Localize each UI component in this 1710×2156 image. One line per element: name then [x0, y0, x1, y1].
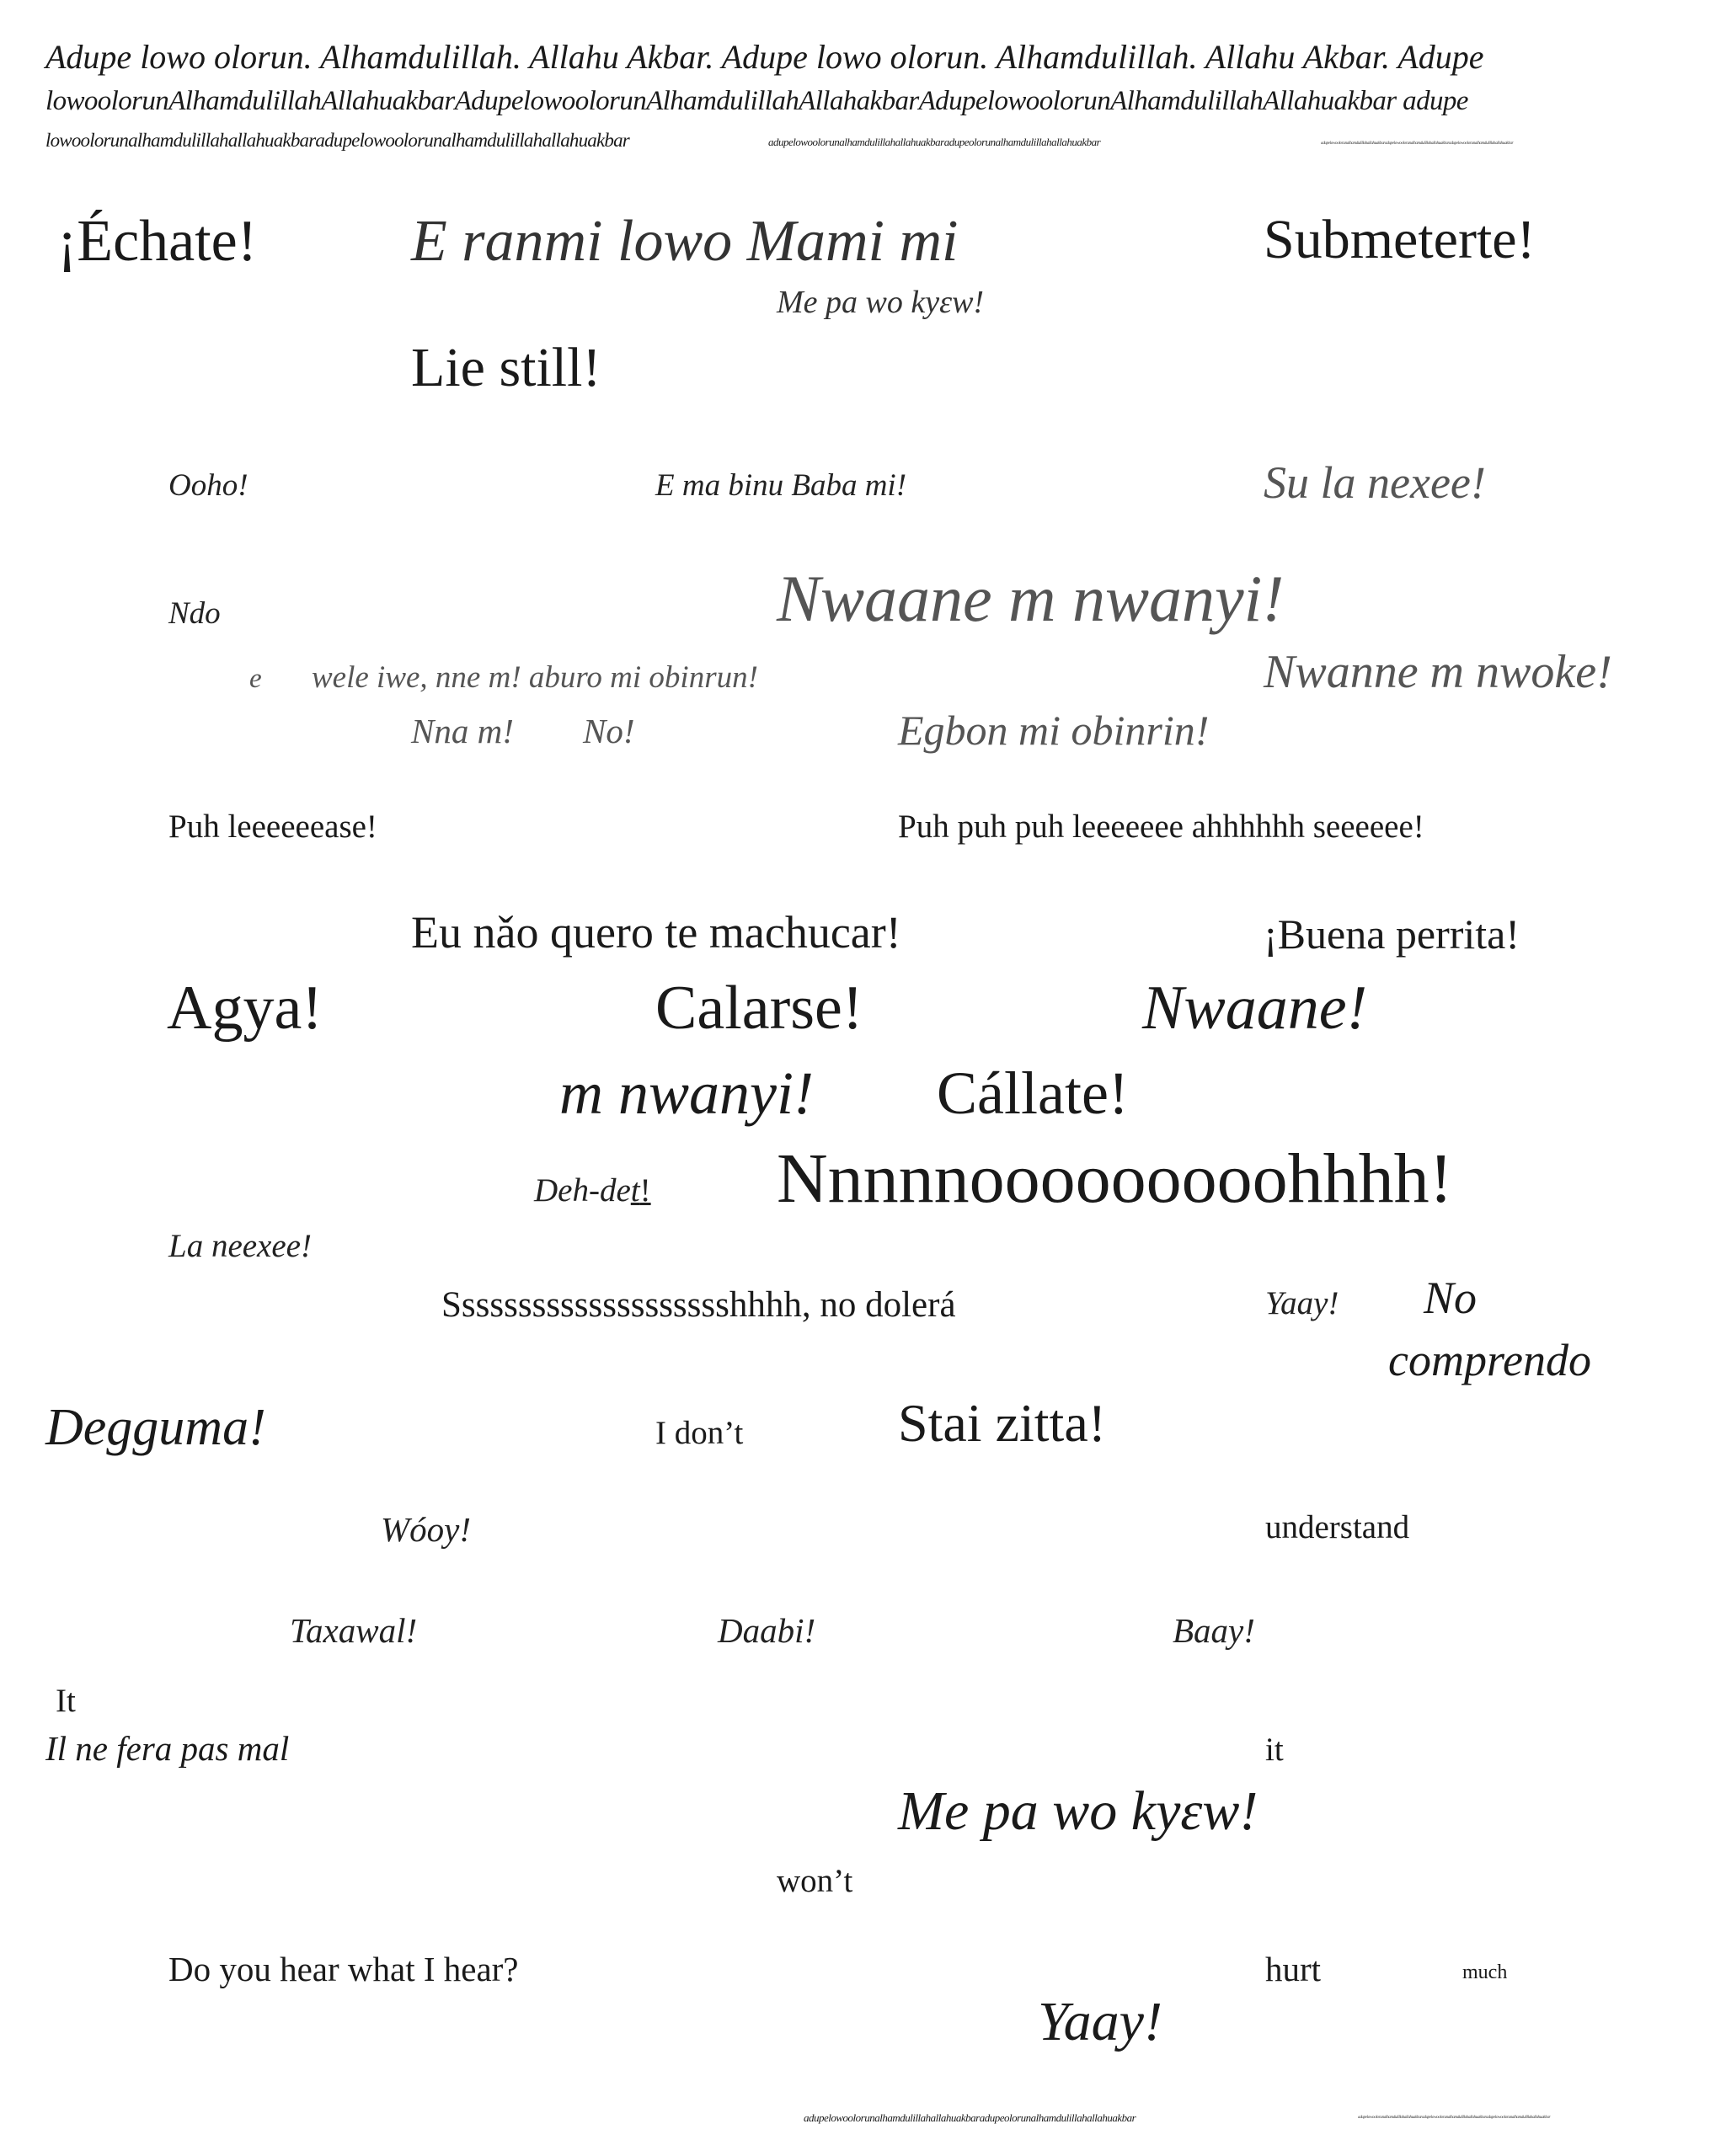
word-taxawal: Taxawal! [290, 1611, 418, 1650]
word-puh-puh: Puh puh puh leeeeeee ahhhhhh seeeeee! [898, 808, 1424, 845]
word-wooy: Wóoy! [381, 1510, 472, 1549]
header-line-3c: adupelowoolorunalhamdulillahallahuakbaradupelowoolorunalhamdulillahallahuakbaradupelowoolorunalhamdulillahallahuakbar [1321, 141, 1514, 146]
word-daabi: Daabi! [718, 1611, 816, 1650]
word-echate: ¡Échate! [57, 209, 258, 274]
word-lie-still: Lie still! [411, 337, 601, 398]
word-su-la-nexee: Su la nexee! [1264, 457, 1486, 508]
word-la-neexee: La neexee! [168, 1228, 312, 1264]
word-wont: won’t [777, 1863, 853, 1899]
word-it-cap: It [56, 1683, 76, 1719]
word-nwanne-m-nwoke: Nwanne m nwoke! [1264, 646, 1612, 698]
word-i-dont: I don’t [655, 1415, 744, 1451]
word-baay: Baay! [1173, 1611, 1255, 1650]
word-stai-zitta: Stai zitta! [898, 1393, 1107, 1453]
word-e: e [249, 664, 262, 694]
word-nna-m: Nna m! [411, 712, 514, 750]
word-yaay-small: Yaay! [1265, 1285, 1339, 1321]
word-no-comprendo-2: comprendo [1388, 1335, 1591, 1385]
word-much: much [1462, 1961, 1508, 1983]
word-wele-iwe: wele iwe, nne m! aburo mi obinrun! [312, 660, 758, 695]
word-it-lower: it [1265, 1732, 1284, 1768]
word-e-ranmi: E ranmi lowo Mami mi [411, 209, 959, 274]
header-line-1: Adupe lowo olorun. Alhamdulillah. Allahu Akbar. Adupe lowo olorun. Alhamdulillah. Allahu Akbar. Adupe [45, 38, 1484, 76]
word-do-you-hear: Do you hear what I hear? [168, 1950, 519, 1988]
word-buena-perrita: ¡Buena perrita! [1264, 910, 1520, 958]
word-me-pa-small: Me pa wo kyɛw! [777, 285, 985, 320]
word-me-pa-big: Me pa wo kyɛw! [898, 1780, 1258, 1842]
header-line-3b: adupelowoolorunalhamdulillahallahuakbaradupeolorunalhamdulillahallahuakbar [768, 136, 1101, 148]
word-puh-please: Puh leeeeeease! [168, 808, 377, 845]
word-nwaane: Nwaane! [1142, 974, 1368, 1043]
word-callate: Cállate! [937, 1059, 1129, 1127]
word-calarse: Calarse! [655, 974, 863, 1043]
word-il-ne-fera: Il ne fera pas mal [45, 1729, 290, 1768]
word-hurt: hurt [1265, 1950, 1322, 1988]
footer-line-a: adupelowoolorunalhamdulillahallahuakbaradupeolorunalhamdulillahallahuakbar [804, 2111, 1136, 2124]
header-line-2: lowoolorunAlhamdulillahAllahuakbarAdupelowoolorunAlhamdulillahAllahakbarAdupelowoolorunAlhamdulillahAllahuakbar adupe [45, 86, 1468, 116]
deh-det-main: Deh-de [534, 1172, 631, 1209]
word-e-ma-binu: E ma binu Baba mi! [655, 468, 907, 503]
word-egbon: Egbon mi obinrin! [898, 707, 1210, 754]
word-understand: understand [1265, 1509, 1410, 1545]
header-line-3: lowoolorunalhamdulillahallahuakbaradupelowoolorunalhamdulillahallahuakbar [45, 130, 629, 151]
word-deh-det [534, 1174, 651, 1207]
word-no-italic: No! [583, 712, 635, 750]
deh-det-t: t [630, 1172, 640, 1209]
word-yaay-big: Yaay! [1038, 1991, 1162, 2052]
word-m-nwanyi: m nwanyi! [559, 1059, 814, 1127]
word-agya: Agya! [167, 974, 323, 1043]
word-ooho: Ooho! [168, 468, 248, 503]
word-submeterte: Submeterte! [1264, 209, 1536, 270]
deh-det-bang: ! [639, 1172, 651, 1209]
word-degguma: Degguma! [45, 1399, 266, 1456]
word-nnnno: Nnnnnooooooooohhhh! [777, 1139, 1453, 1218]
word-ndo: Ndo [168, 596, 221, 631]
footer-line-b: adupelowoolorunalhamdulillahallahuakbaradupelowoolorunalhamdulillahallahuakbaradupelowoolorunalhamdulillahallahuakbar [1358, 2116, 1551, 2120]
word-nwaane-m-nwanyi: Nwaane m nwanyi! [777, 562, 1285, 635]
word-no-comprendo-1: No [1424, 1273, 1478, 1323]
word-eu-nao: Eu nǎo quero te machucar! [411, 907, 901, 958]
word-sss-no-dolera: Sssssssssssssssssssshhhh, no dolerá [441, 1285, 956, 1325]
